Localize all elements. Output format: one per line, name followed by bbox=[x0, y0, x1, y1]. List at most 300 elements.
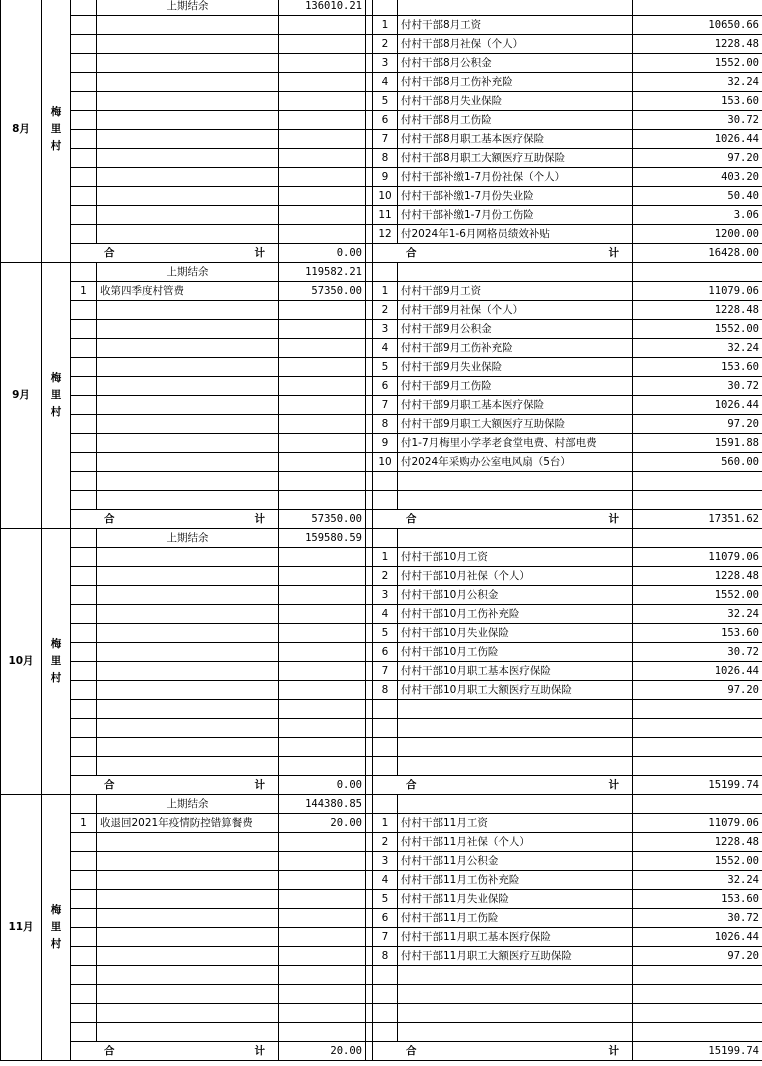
table-row bbox=[1, 510, 762, 529]
income-index bbox=[71, 624, 97, 643]
expense-index: 5 bbox=[373, 624, 398, 643]
table-row bbox=[1, 130, 762, 149]
income-description bbox=[97, 662, 279, 681]
expense-index bbox=[373, 1004, 398, 1023]
expense-description bbox=[398, 1023, 633, 1042]
table-row bbox=[1, 491, 762, 510]
table-row bbox=[1, 605, 762, 624]
total-label-right: 计 bbox=[254, 778, 265, 791]
expense-total-label bbox=[373, 244, 633, 263]
table-row bbox=[1, 624, 762, 643]
income-description bbox=[97, 16, 279, 35]
expense-description: 付村干部11月社保（个人） bbox=[398, 833, 633, 852]
income-description bbox=[97, 434, 279, 453]
income-amount bbox=[279, 415, 366, 434]
expense-description: 付村干部8月失业保险 bbox=[398, 92, 633, 111]
expense-index: 1 bbox=[373, 282, 398, 301]
income-total-label bbox=[71, 1042, 279, 1061]
expense-amount: 403.20 bbox=[633, 168, 762, 187]
income-description bbox=[97, 54, 279, 73]
income-amount bbox=[279, 719, 366, 738]
table-row bbox=[1, 909, 762, 928]
income-index: 1 bbox=[71, 814, 97, 833]
expense-index: 5 bbox=[373, 92, 398, 111]
income-amount bbox=[279, 833, 366, 852]
gap-cell bbox=[366, 73, 373, 92]
expense-amount bbox=[633, 529, 762, 548]
table-row bbox=[1, 35, 762, 54]
expense-index: 3 bbox=[373, 54, 398, 73]
expense-amount bbox=[633, 491, 762, 510]
expense-description: 付村干部10月职工基本医疗保险 bbox=[398, 662, 633, 681]
gap-cell bbox=[366, 149, 373, 168]
gap-cell bbox=[366, 54, 373, 73]
gap-cell bbox=[366, 35, 373, 54]
table-row bbox=[1, 529, 762, 548]
income-amount bbox=[279, 681, 366, 700]
opening-balance-value: 119582.21 bbox=[279, 263, 366, 282]
expense-index bbox=[373, 966, 398, 985]
month-label: 10月 bbox=[1, 529, 42, 795]
gap-cell bbox=[366, 453, 373, 472]
income-amount bbox=[279, 852, 366, 871]
table-row bbox=[1, 282, 762, 301]
income-amount bbox=[279, 890, 366, 909]
expense-description: 付村干部8月工资 bbox=[398, 16, 633, 35]
gap-cell bbox=[366, 510, 373, 529]
total-label-right: 计 bbox=[608, 1044, 619, 1057]
expense-description: 付村干部11月职工大额医疗互助保险 bbox=[398, 947, 633, 966]
village-name-char: 村 bbox=[50, 406, 62, 418]
expense-index: 11 bbox=[373, 206, 398, 225]
table-row bbox=[1, 852, 762, 871]
table-row bbox=[1, 833, 762, 852]
income-description bbox=[97, 833, 279, 852]
expense-description: 付村干部11月职工基本医疗保险 bbox=[398, 928, 633, 947]
income-total-value: 20.00 bbox=[279, 1042, 366, 1061]
expense-index: 4 bbox=[373, 339, 398, 358]
expense-amount: 1026.44 bbox=[633, 662, 762, 681]
table-row bbox=[1, 168, 762, 187]
gap-cell bbox=[366, 662, 373, 681]
income-description bbox=[97, 320, 279, 339]
gap-cell bbox=[366, 92, 373, 111]
expense-amount: 11079.06 bbox=[633, 548, 762, 567]
expense-description: 付村干部10月社保（个人） bbox=[398, 567, 633, 586]
expense-index: 7 bbox=[373, 928, 398, 947]
income-index bbox=[71, 890, 97, 909]
income-amount bbox=[279, 130, 366, 149]
table-row bbox=[1, 776, 762, 795]
income-index bbox=[71, 529, 97, 548]
table-row bbox=[1, 681, 762, 700]
expense-amount bbox=[633, 738, 762, 757]
gap-cell bbox=[366, 700, 373, 719]
income-index bbox=[71, 301, 97, 320]
table-row bbox=[1, 700, 762, 719]
table-row bbox=[1, 396, 762, 415]
gap-cell bbox=[366, 605, 373, 624]
gap-cell bbox=[366, 890, 373, 909]
table-row bbox=[1, 16, 762, 35]
income-index bbox=[71, 377, 97, 396]
income-amount bbox=[279, 111, 366, 130]
gap-cell bbox=[366, 0, 373, 16]
gap-cell bbox=[366, 168, 373, 187]
income-total-value: 0.00 bbox=[279, 244, 366, 263]
expense-description bbox=[398, 985, 633, 1004]
table-row bbox=[1, 263, 762, 282]
income-index bbox=[71, 567, 97, 586]
expense-index: 7 bbox=[373, 130, 398, 149]
gap-cell bbox=[366, 301, 373, 320]
expense-description bbox=[398, 529, 633, 548]
income-index: 1 bbox=[71, 282, 97, 301]
gap-cell bbox=[366, 206, 373, 225]
village-name bbox=[42, 0, 71, 263]
expense-total-value: 16428.00 bbox=[633, 244, 762, 263]
income-index bbox=[71, 586, 97, 605]
expense-index: 8 bbox=[373, 681, 398, 700]
income-index bbox=[71, 833, 97, 852]
expense-index: 8 bbox=[373, 149, 398, 168]
expense-index bbox=[373, 700, 398, 719]
expense-description: 付村干部9月公积金 bbox=[398, 320, 633, 339]
gap-cell bbox=[366, 377, 373, 396]
table-row bbox=[1, 738, 762, 757]
income-description bbox=[97, 985, 279, 1004]
expense-description: 付村干部8月社保（个人） bbox=[398, 35, 633, 54]
opening-balance-label: 上期结余 bbox=[97, 795, 279, 814]
income-amount bbox=[279, 434, 366, 453]
income-index bbox=[71, 415, 97, 434]
gap-cell bbox=[366, 548, 373, 567]
income-index bbox=[71, 1023, 97, 1042]
table-row bbox=[1, 206, 762, 225]
income-description bbox=[97, 453, 279, 472]
expense-description bbox=[398, 757, 633, 776]
table-row bbox=[1, 187, 762, 206]
table-row bbox=[1, 567, 762, 586]
expense-description: 付村干部11月工伤险 bbox=[398, 909, 633, 928]
gap-cell bbox=[366, 776, 373, 795]
expense-description: 付村干部补缴1-7月份失业险 bbox=[398, 187, 633, 206]
expense-index: 4 bbox=[373, 605, 398, 624]
gap-cell bbox=[366, 339, 373, 358]
gap-cell bbox=[366, 966, 373, 985]
income-description bbox=[97, 719, 279, 738]
income-amount: 57350.00 bbox=[279, 282, 366, 301]
opening-balance-label: 上期结余 bbox=[97, 263, 279, 282]
income-amount bbox=[279, 567, 366, 586]
expense-index bbox=[373, 1023, 398, 1042]
income-index bbox=[71, 16, 97, 35]
village-name bbox=[42, 263, 71, 529]
table-row bbox=[1, 757, 762, 776]
expense-description bbox=[398, 795, 633, 814]
income-description bbox=[97, 890, 279, 909]
income-amount bbox=[279, 377, 366, 396]
income-index bbox=[71, 795, 97, 814]
income-index bbox=[71, 700, 97, 719]
income-index bbox=[71, 35, 97, 54]
expense-index: 8 bbox=[373, 947, 398, 966]
expense-index: 2 bbox=[373, 301, 398, 320]
income-index bbox=[71, 0, 97, 16]
expense-total-label bbox=[373, 1042, 633, 1061]
gap-cell bbox=[366, 320, 373, 339]
income-amount bbox=[279, 225, 366, 244]
income-index bbox=[71, 149, 97, 168]
income-amount bbox=[279, 909, 366, 928]
gap-cell bbox=[366, 282, 373, 301]
expense-description: 付2024年1-6月网格员绩效补贴 bbox=[398, 225, 633, 244]
gap-cell bbox=[366, 244, 373, 263]
table-row bbox=[1, 814, 762, 833]
income-amount bbox=[279, 73, 366, 92]
expense-description: 付1-7月梅里小学孝老食堂电费、村部电费 bbox=[398, 434, 633, 453]
table-row bbox=[1, 472, 762, 491]
income-index bbox=[71, 491, 97, 510]
income-description bbox=[97, 852, 279, 871]
income-index bbox=[71, 225, 97, 244]
gap-cell bbox=[366, 263, 373, 282]
income-total-value: 57350.00 bbox=[279, 510, 366, 529]
expense-amount bbox=[633, 472, 762, 491]
income-description bbox=[97, 168, 279, 187]
expense-index: 3 bbox=[373, 852, 398, 871]
expense-description: 付村干部10月职工大额医疗互助保险 bbox=[398, 681, 633, 700]
expense-index: 12 bbox=[373, 225, 398, 244]
expense-amount: 97.20 bbox=[633, 681, 762, 700]
income-description bbox=[97, 472, 279, 491]
expense-description bbox=[398, 472, 633, 491]
expense-amount: 1552.00 bbox=[633, 586, 762, 605]
gap-cell bbox=[366, 795, 373, 814]
expense-amount: 32.24 bbox=[633, 605, 762, 624]
expense-description bbox=[398, 719, 633, 738]
expense-index: 5 bbox=[373, 890, 398, 909]
gap-cell bbox=[366, 225, 373, 244]
village-name-char: 村 bbox=[50, 938, 62, 950]
income-description bbox=[97, 130, 279, 149]
income-amount bbox=[279, 16, 366, 35]
expense-amount: 10650.66 bbox=[633, 16, 762, 35]
expense-amount: 1552.00 bbox=[633, 852, 762, 871]
village-name-char: 梅 bbox=[50, 372, 62, 384]
gap-cell bbox=[366, 871, 373, 890]
income-amount bbox=[279, 168, 366, 187]
table-row bbox=[1, 586, 762, 605]
gap-cell bbox=[366, 358, 373, 377]
expense-amount: 30.72 bbox=[633, 377, 762, 396]
expense-description bbox=[398, 491, 633, 510]
table-row bbox=[1, 453, 762, 472]
expense-amount: 1228.48 bbox=[633, 833, 762, 852]
expense-description: 付村干部8月职工基本医疗保险 bbox=[398, 130, 633, 149]
expense-description: 付村干部10月工资 bbox=[398, 548, 633, 567]
expense-total-value: 17351.62 bbox=[633, 510, 762, 529]
income-amount bbox=[279, 985, 366, 1004]
month-label: 11月 bbox=[1, 795, 42, 1061]
total-label-left: 合 bbox=[406, 512, 417, 525]
income-description bbox=[97, 92, 279, 111]
expense-amount: 1552.00 bbox=[633, 320, 762, 339]
village-name bbox=[42, 529, 71, 795]
income-index bbox=[71, 358, 97, 377]
expense-index: 7 bbox=[373, 662, 398, 681]
income-description bbox=[97, 111, 279, 130]
table-row bbox=[1, 719, 762, 738]
expense-index: 6 bbox=[373, 111, 398, 130]
gap-cell bbox=[366, 187, 373, 206]
gap-cell bbox=[366, 681, 373, 700]
expense-index: 1 bbox=[373, 548, 398, 567]
total-label-left: 合 bbox=[406, 246, 417, 259]
expense-amount: 32.24 bbox=[633, 871, 762, 890]
expense-description bbox=[398, 966, 633, 985]
table-row bbox=[1, 358, 762, 377]
income-description bbox=[97, 35, 279, 54]
gap-cell bbox=[366, 111, 373, 130]
income-description bbox=[97, 1004, 279, 1023]
expense-description: 付村干部8月职工大额医疗互助保险 bbox=[398, 149, 633, 168]
opening-balance-value: 159580.59 bbox=[279, 529, 366, 548]
expense-amount: 1026.44 bbox=[633, 130, 762, 149]
income-description bbox=[97, 339, 279, 358]
expense-amount bbox=[633, 1004, 762, 1023]
income-index bbox=[71, 852, 97, 871]
total-label-left: 合 bbox=[104, 246, 115, 259]
income-index bbox=[71, 320, 97, 339]
expense-description: 付村干部补缴1-7月份工伤险 bbox=[398, 206, 633, 225]
income-amount bbox=[279, 358, 366, 377]
income-index bbox=[71, 947, 97, 966]
village-name-char: 梅 bbox=[50, 106, 62, 118]
expense-amount: 153.60 bbox=[633, 92, 762, 111]
gap-cell bbox=[366, 719, 373, 738]
expense-description: 付村干部9月失业保险 bbox=[398, 358, 633, 377]
income-description bbox=[97, 947, 279, 966]
expense-index: 6 bbox=[373, 643, 398, 662]
table-row bbox=[1, 928, 762, 947]
table-row bbox=[1, 795, 762, 814]
gap-cell bbox=[366, 396, 373, 415]
expense-description: 付2024年采购办公室电风扇（5台） bbox=[398, 453, 633, 472]
expense-amount bbox=[633, 985, 762, 1004]
income-amount bbox=[279, 187, 366, 206]
expense-index: 5 bbox=[373, 358, 398, 377]
income-description bbox=[97, 301, 279, 320]
expense-amount bbox=[633, 719, 762, 738]
gap-cell bbox=[366, 909, 373, 928]
expense-amount: 30.72 bbox=[633, 643, 762, 662]
expense-amount: 1026.44 bbox=[633, 396, 762, 415]
gap-cell bbox=[366, 472, 373, 491]
income-amount bbox=[279, 700, 366, 719]
expense-amount: 97.20 bbox=[633, 415, 762, 434]
income-amount bbox=[279, 1023, 366, 1042]
expense-description bbox=[398, 0, 633, 16]
expense-index bbox=[373, 491, 398, 510]
income-amount bbox=[279, 757, 366, 776]
total-label-right: 计 bbox=[608, 778, 619, 791]
income-index bbox=[71, 681, 97, 700]
income-index bbox=[71, 111, 97, 130]
income-amount bbox=[279, 871, 366, 890]
village-name-char: 里 bbox=[50, 655, 62, 667]
gap-cell bbox=[366, 1023, 373, 1042]
expense-description: 付村干部10月公积金 bbox=[398, 586, 633, 605]
income-amount bbox=[279, 339, 366, 358]
expense-description: 付村干部9月工伤险 bbox=[398, 377, 633, 396]
income-amount bbox=[279, 1004, 366, 1023]
gap-cell bbox=[366, 928, 373, 947]
expense-description: 付村干部8月公积金 bbox=[398, 54, 633, 73]
income-amount bbox=[279, 548, 366, 567]
expense-description bbox=[398, 1004, 633, 1023]
gap-cell bbox=[366, 757, 373, 776]
expense-amount: 30.72 bbox=[633, 909, 762, 928]
expense-amount: 1200.00 bbox=[633, 225, 762, 244]
expense-amount bbox=[633, 795, 762, 814]
gap-cell bbox=[366, 814, 373, 833]
table-row bbox=[1, 643, 762, 662]
income-description bbox=[97, 225, 279, 244]
income-index bbox=[71, 187, 97, 206]
expense-index: 10 bbox=[373, 453, 398, 472]
income-description bbox=[97, 567, 279, 586]
expense-total-label bbox=[373, 776, 633, 795]
gap-cell bbox=[366, 833, 373, 852]
income-description bbox=[97, 871, 279, 890]
opening-balance-label: 上期结余 bbox=[97, 529, 279, 548]
income-total-label bbox=[71, 776, 279, 795]
income-description bbox=[97, 358, 279, 377]
income-amount bbox=[279, 643, 366, 662]
income-description bbox=[97, 605, 279, 624]
expense-amount: 32.24 bbox=[633, 339, 762, 358]
income-description bbox=[97, 681, 279, 700]
expense-description: 付村干部10月失业保险 bbox=[398, 624, 633, 643]
table-row bbox=[1, 434, 762, 453]
income-amount bbox=[279, 396, 366, 415]
expense-index: 1 bbox=[373, 16, 398, 35]
income-index bbox=[71, 1004, 97, 1023]
expense-index bbox=[373, 757, 398, 776]
income-description bbox=[97, 73, 279, 92]
expense-amount bbox=[633, 757, 762, 776]
village-name bbox=[42, 795, 71, 1061]
income-index bbox=[71, 738, 97, 757]
expense-index bbox=[373, 263, 398, 282]
gap-cell bbox=[366, 1004, 373, 1023]
expense-amount bbox=[633, 1023, 762, 1042]
expense-description: 付村干部8月工伤险 bbox=[398, 111, 633, 130]
expense-description: 付村干部11月失业保险 bbox=[398, 890, 633, 909]
opening-balance-value: 136010.21 bbox=[279, 0, 366, 16]
income-total-label bbox=[71, 510, 279, 529]
gap-cell bbox=[366, 738, 373, 757]
expense-amount: 1552.00 bbox=[633, 54, 762, 73]
table-row bbox=[1, 1004, 762, 1023]
table-row bbox=[1, 339, 762, 358]
expense-amount bbox=[633, 700, 762, 719]
income-index bbox=[71, 928, 97, 947]
expense-amount: 11079.06 bbox=[633, 282, 762, 301]
expense-description: 付村干部10月工伤补充险 bbox=[398, 605, 633, 624]
expense-index: 1 bbox=[373, 814, 398, 833]
